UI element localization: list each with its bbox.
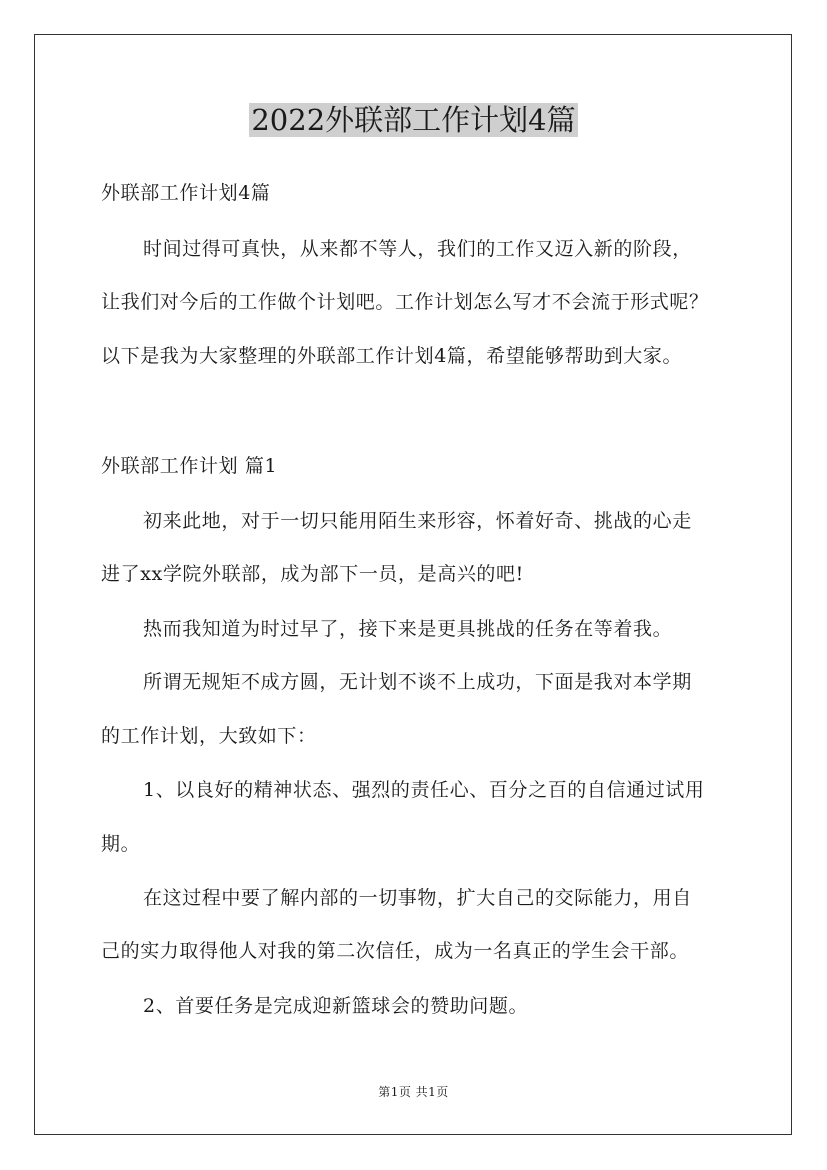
paragraph-line: 进了xx学院外联部，成为部下一员，是高兴的吧! xyxy=(101,563,524,585)
section-heading: 外联部工作计划4篇 xyxy=(101,182,271,204)
paragraph-line: 的工作计划，大致如下： xyxy=(101,725,317,747)
paragraph-line: 在这过程中要了解内部的一切事物，扩大自己的交际能力，用自 xyxy=(143,887,692,909)
paragraph-line: 期。 xyxy=(101,833,141,855)
paragraph-line: 初来此地，对于一切只能用陌生来形容，怀着好奇、挑战的心走 xyxy=(143,510,692,532)
section-heading: 外联部工作计划 篇1 xyxy=(101,455,278,477)
paragraph-line: 时间过得可真快，从来都不等人，我们的工作又迈入新的阶段， xyxy=(143,238,692,260)
paragraph-line: 己的实力取得他人对我的第二次信任，成为一名真正的学生会干部。 xyxy=(101,940,690,962)
paragraph-line: 热而我知道为时过早了，接下来是更具挑战的任务在等着我。 xyxy=(143,618,673,640)
paragraph-line: 以下是我为大家整理的外联部工作计划4篇，希望能够帮助到大家。 xyxy=(101,345,683,367)
paragraph-line: 所谓无规矩不成方圆，无计划不谈不上成功，下面是我对本学期 xyxy=(143,671,692,693)
page-footer: 第1页 共1页 xyxy=(378,1085,449,1099)
document-title-text: 2022外联部工作计划4篇 xyxy=(251,103,576,137)
paragraph-line: 2、首要任务是完成迎新篮球会的赞助问题。 xyxy=(143,995,529,1017)
paragraph-line: 让我们对今后的工作做个计划吧。工作计划怎么写才不会流于形式呢？ xyxy=(101,291,709,313)
document-title xyxy=(0,100,827,140)
paragraph-line: 1、以良好的精神状态、强烈的责任心、百分之百的自信通过试用 xyxy=(143,779,705,801)
